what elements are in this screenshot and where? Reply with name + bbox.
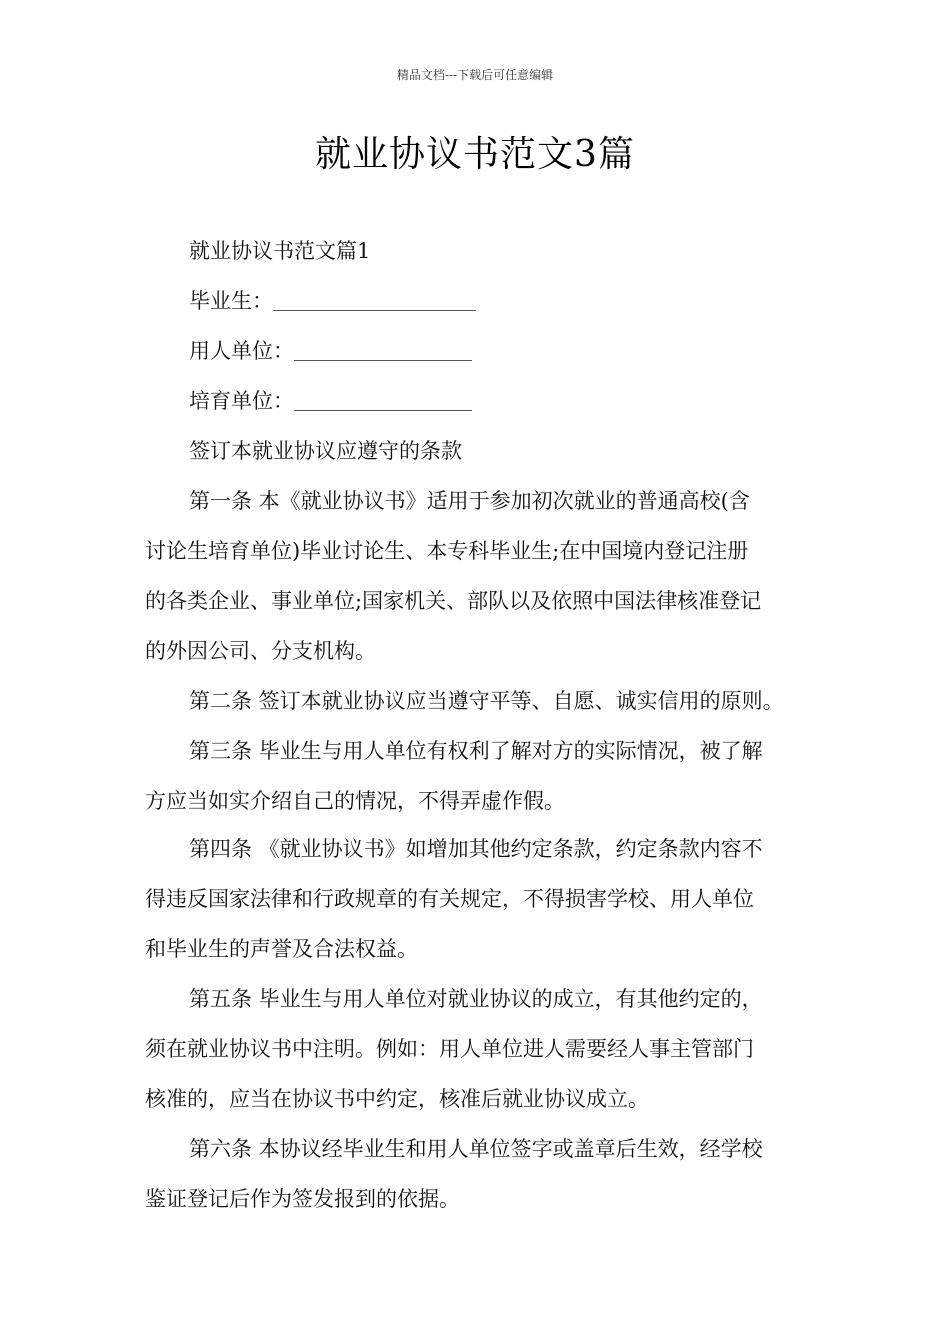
fill-in-blank xyxy=(294,340,472,361)
paragraph-line: 核准的，应当在协议书中约定，核准后就业协议成立。 xyxy=(145,1087,649,1111)
paragraph-line: 讨论生培育单位)毕业讨论生、本专科毕业生;在中国境内登记注册 xyxy=(145,539,749,563)
paragraph-line: 得违反国家法律和行政规章的有关规定，不得损害学校、用人单位 xyxy=(145,887,754,911)
paragraph-line: 第二条 签订本就业协议应当遵守平等、自愿、诚实信用的原则。 xyxy=(189,689,784,713)
paragraph-line: 鉴证登记后作为签发报到的依据。 xyxy=(145,1187,460,1211)
document-title: 就业协议书范文3篇 xyxy=(315,134,635,175)
paragraph-line: 须在就业协议书中注明。例如：用人单位进人需要经人事主管部门 xyxy=(145,1037,754,1061)
field-label: 用人单位： xyxy=(189,339,294,363)
section-heading: 就业协议书范文篇1 xyxy=(189,239,371,263)
field-employer xyxy=(189,336,879,366)
page-header: 精品文档---下载后可任意编辑 xyxy=(396,68,554,82)
field-label: 培育单位： xyxy=(189,389,294,413)
paragraph-line: 的外因公司、分支机构。 xyxy=(145,639,376,663)
paragraph-line: 第五条 毕业生与用人单位对就业协议的成立，有其他约定的， xyxy=(189,987,763,1011)
paragraph-line: 第六条 本协议经毕业生和用人单位签字或盖章后生效，经学校 xyxy=(189,1137,763,1161)
clauses-heading: 签订本就业协议应遵守的条款 xyxy=(189,439,462,463)
fill-in-blank xyxy=(294,390,472,411)
paragraph-line: 方应当如实介绍自己的情况，不得弄虚作假。 xyxy=(145,789,565,813)
fill-in-blank xyxy=(273,290,476,311)
paragraph-line: 第三条 毕业生与用人单位有权利了解对方的实际情况，被了解 xyxy=(189,739,763,763)
paragraph-line: 的各类企业、事业单位;国家机关、部队以及依照中国法律核准登记 xyxy=(145,589,762,613)
field-training-unit xyxy=(189,386,879,416)
field-graduate xyxy=(189,286,879,316)
paragraph-line: 和毕业生的声誉及合法权益。 xyxy=(145,937,418,961)
paragraph-line: 第一条 本《就业协议书》适用于参加初次就业的普通高校(含 xyxy=(189,489,750,513)
paragraph-line: 第四条 《就业协议书》如增加其他约定条款，约定条款内容不 xyxy=(189,837,763,861)
field-label: 毕业生： xyxy=(189,289,273,313)
